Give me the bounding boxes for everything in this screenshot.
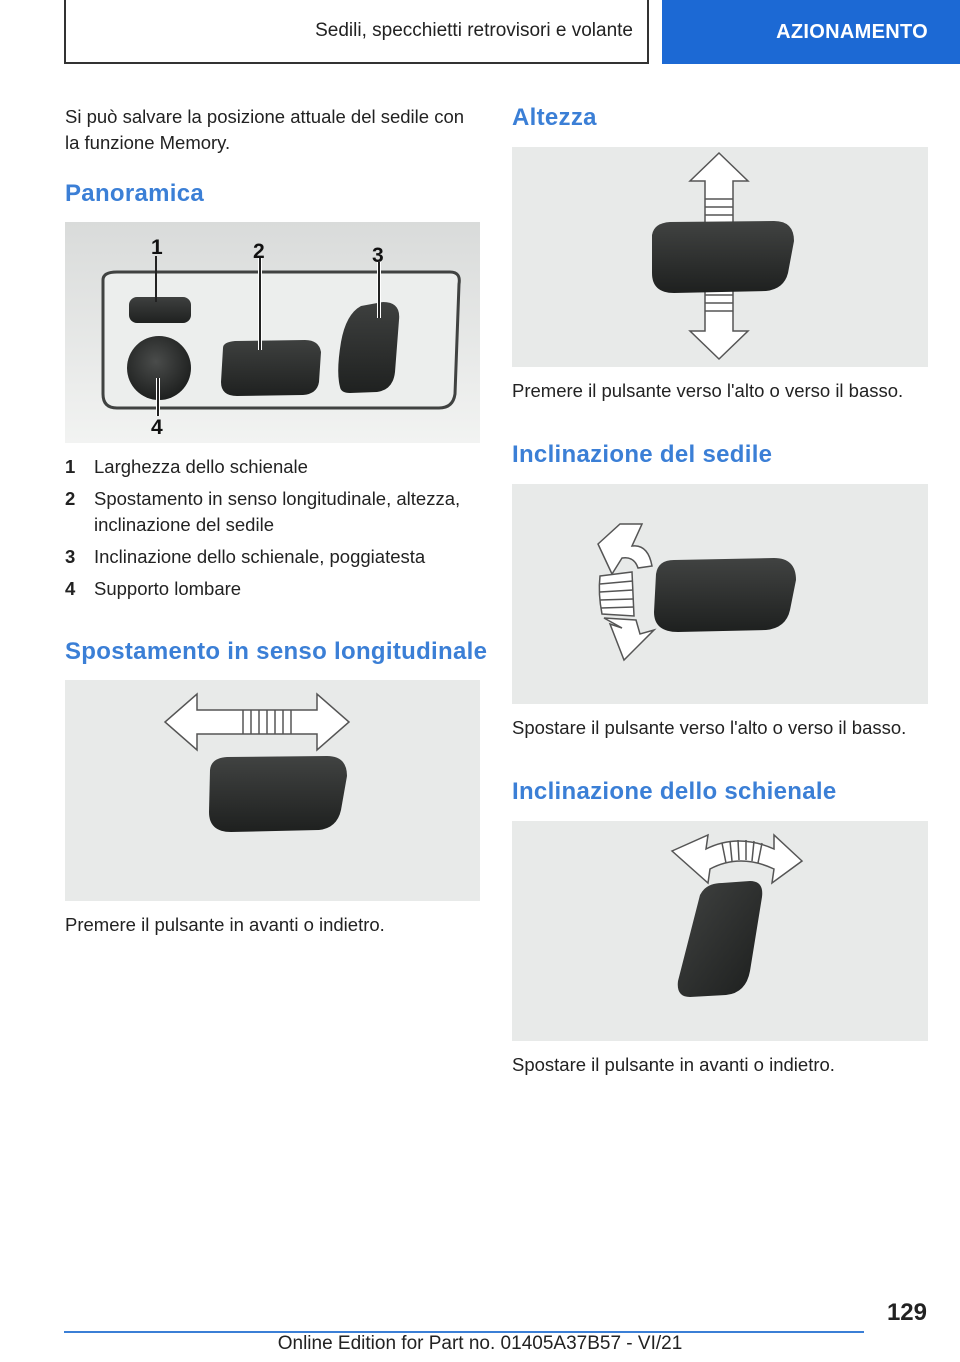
legend-text: Larghezza dello schienale [94,456,308,477]
curved-up-down-arrow-illustration [512,484,928,704]
seat-switch [209,756,347,832]
seat-tilt-figure [512,484,928,704]
heading-height: Altezza [512,104,597,131]
heading-overview: Panoramica [65,180,205,207]
fig-label-1: 1 [151,236,163,259]
fig-label-2: 2 [253,240,265,263]
legend-text: Supporto lombare [94,578,242,599]
fig-label-3: 3 [372,244,384,267]
overview-figure [65,222,480,443]
seat-switch [652,221,794,293]
backrest-caption: Spostare il pulsante in avanti o indietro. [512,1054,835,1075]
section-tab-label: AZIONAMENTO [776,20,928,43]
legend-text: Inclinazione dello schienale, poggiatesta [94,546,426,567]
longitudinal-figure [65,680,480,901]
seat-tilt-caption: Spostare il pulsante verso l'alto o verso il basso. [512,717,907,738]
legend-item [65,486,480,538]
chapter-title: Sedili, specchietti retrovisori e volante [315,20,633,41]
legend-item [65,576,480,602]
legend-text: Spostamento in senso longitudinale, altezza, inclinazione del sedile [94,488,461,535]
longitudinal-caption: Premere il pulsante in avanti o indietro. [65,914,385,935]
legend-number: 4 [65,578,76,599]
fig-label-4: 4 [151,416,163,439]
heading-backrest: Inclinazione dello schienale [512,778,837,805]
up-down-arrow-illustration [512,147,928,367]
legend-number: 2 [65,488,76,509]
seat-controls-panel-illustration [65,222,480,443]
curved-forward-backward-arrow-illustration [512,821,928,1041]
legend-item [65,454,480,480]
backrest-width-switch [129,297,191,323]
heading-longitudinal: Spostamento in senso longitudinale [65,638,488,665]
legend-number: 1 [65,456,76,477]
height-figure [512,147,928,367]
header-chapter-box [64,0,649,64]
footer-edition: Online Edition for Part no. 01405A37B57 - VI/21 [277,1333,683,1354]
section-tab[interactable] [662,0,960,64]
intro-paragraph: Si può salvare la posizione attuale del sedile con la funzione Memory. [65,106,465,153]
seat-switch [654,558,796,632]
heading-seat-tilt: Inclinazione del sedile [512,441,773,468]
legend-item [65,544,480,570]
forward-backward-arrow-illustration [65,680,480,901]
page-number: 129 [886,1299,927,1326]
height-caption: Premere il pulsante verso l'alto o verso il basso. [512,380,904,401]
legend-number: 3 [65,546,76,567]
backrest-figure [512,821,928,1041]
